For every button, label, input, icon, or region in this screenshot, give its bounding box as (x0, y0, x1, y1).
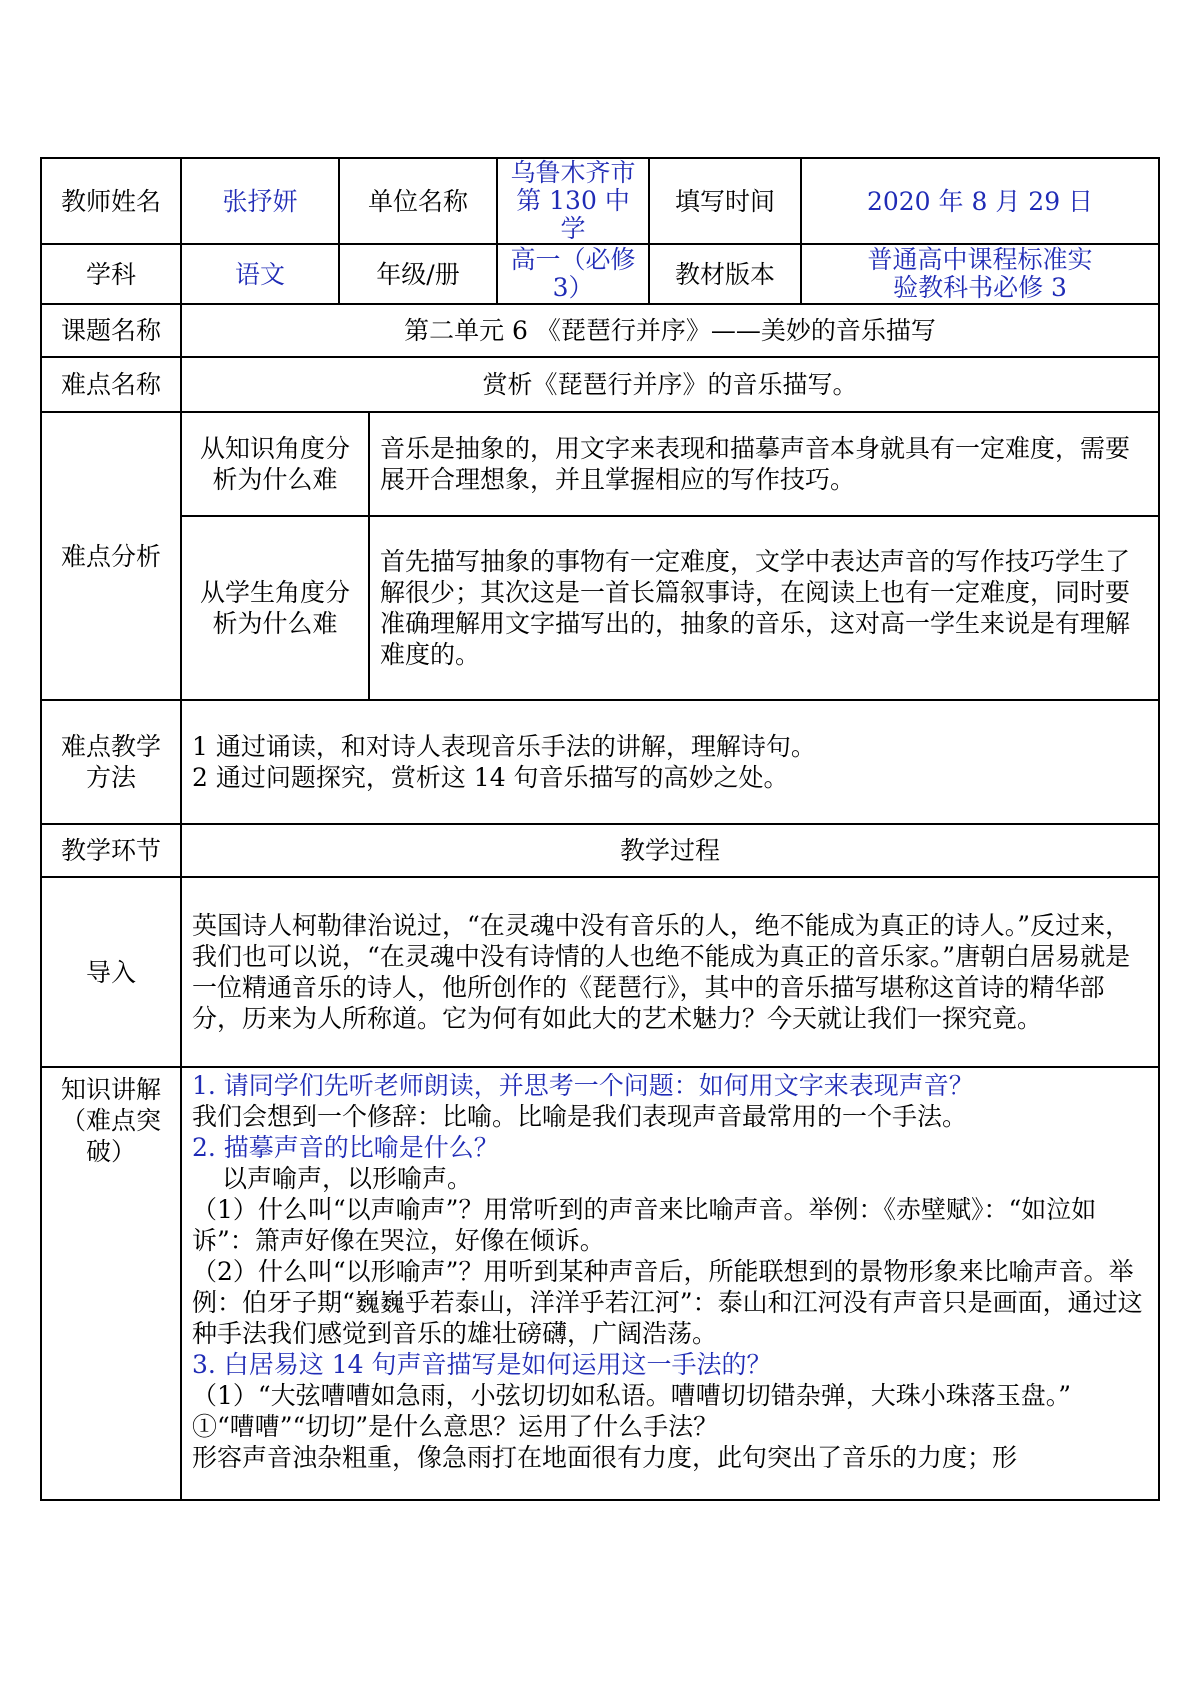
grade-label: 年级/册 (339, 244, 497, 304)
topic-label: 课题名称 (41, 304, 181, 357)
unit-name-line-2: 第 130 中学 (516, 186, 630, 243)
method-label-line-1: 难点教学 (60, 732, 161, 761)
knowledge-label-line-2: （难点突 (60, 1106, 161, 1135)
knowledge-angle-label (181, 412, 369, 516)
textbook-value-line-2: 验教科书必修 3 (893, 273, 1067, 302)
answer-1: 我们会想到一个修辞：比喻。比喻是我们表现声音最常用的一个手法。 (192, 1102, 968, 1131)
subject-label: 学科 (41, 244, 181, 304)
analysis-label: 难点分析 (41, 412, 181, 700)
teacher-name-label: 教师姓名 (41, 158, 181, 244)
sub-question-1: ①“嘈嘈”“切切”是什么意思？运用了什么手法？ (192, 1412, 719, 1441)
method-content (181, 700, 1159, 824)
topic-row (41, 304, 1159, 357)
question-1: 1. 请同学们先听老师朗读，并思考一个问题：如何用文字来表现声音？ (192, 1071, 974, 1100)
teacher-name-value: 张抒妍 (181, 158, 339, 244)
intro-label: 导入 (41, 877, 181, 1067)
poem-quote-1: （1）“大弦嘈嘈如急雨，小弦切切如私语。嘈嘈切切错杂弹，大珠小珠落玉盘。” (192, 1381, 1071, 1410)
question-3: 3. 白居易这 14 句声音描写是如何运用这一手法的？ (192, 1350, 772, 1379)
grade-value-line-1: 高一（必修 (510, 245, 636, 274)
knowledge-angle-line-1: 从知识角度分 (199, 434, 350, 463)
knowledge-angle-text: 音乐是抽象的，用文字来表现和描摹声音本身就具有一定难度，需要展开合理想象，并且掌握相应的写作技巧。 (369, 412, 1159, 516)
process-header-value: 教学过程 (181, 824, 1159, 877)
subject-value: 语文 (181, 244, 339, 304)
textbook-label: 教材版本 (649, 244, 801, 304)
student-angle-line-2: 析为什么难 (212, 609, 338, 638)
difficulty-row (41, 357, 1159, 412)
knowledge-label (41, 1067, 181, 1500)
process-stage-label: 教学环节 (41, 824, 181, 877)
analysis-student-row (41, 516, 1159, 700)
knowledge-angle-line-2: 析为什么难 (212, 465, 338, 494)
info-row-1 (41, 158, 1159, 244)
knowledge-content (181, 1067, 1159, 1500)
textbook-value (801, 244, 1159, 304)
intro-text: 英国诗人柯勒律治说过，“在灵魂中没有音乐的人，绝不能成为真正的诗人。”反过来，我们也可以说，“在灵魂中没有诗情的人也绝不能成为真正的音乐家。”唐朝白居易就是一位精通音乐的诗人，他所创作的《琵琶行》，其中的音乐描写堪称这首诗的精华部分，历来为人所称道。它为何有如此大的艺术魅力？今天就让我们一探究竟。 (181, 877, 1159, 1067)
method-label-line-2: 方法 (85, 763, 136, 792)
point-shape-to-sound: （2）什么叫“以形喻声”？用听到某种声音后，所能联想到的景物形象来比喻声音。举例：伯牙子期“巍巍乎若泰山，洋洋乎若江河”：泰山和江河没有声音只是画面，通过这种手法我们感觉到音乐的雄壮磅礴，广阔浩荡。 (192, 1257, 1143, 1348)
student-angle-line-1: 从学生角度分 (199, 578, 350, 607)
answer-2: 以声喻声，以形喻声。 (222, 1164, 473, 1193)
unit-name-value (497, 158, 649, 244)
knowledge-label-line-1: 知识讲解 (60, 1075, 161, 1104)
fill-date-label: 填写时间 (649, 158, 801, 244)
grade-value (497, 244, 649, 304)
method-line-1: 1 通过诵读，和对诗人表现音乐手法的讲解，理解诗句。 (192, 732, 816, 761)
fill-date-value: 2020 年 8 月 29 日 (801, 158, 1159, 244)
unit-name-label: 单位名称 (339, 158, 497, 244)
grade-value-line-2: 3） (552, 273, 594, 302)
intro-row (41, 877, 1159, 1067)
analysis-text-cut: 形容声音浊杂粗重，像急雨打在地面很有力度，此句突出了音乐的力度；形 (192, 1443, 1018, 1472)
point-sound-to-sound: （1）什么叫“以声喻声”？用常听到的声音来比喻声音。举例：《赤壁赋》：“如泣如诉”：箫声好像在哭泣，好像在倾诉。 (192, 1195, 1097, 1255)
student-angle-text: 首先描写抽象的事物有一定难度，文学中表达声音的写作技巧学生了解很少；其次这是一首长篇叙事诗，在阅读上也有一定难度，同时要准确理解用文字描写出的，抽象的音乐，这对高一学生来说是有理解难度的。 (369, 516, 1159, 700)
lesson-plan-table (40, 157, 1160, 1501)
textbook-value-line-1: 普通高中课程标准实 (867, 245, 1093, 274)
student-angle-label (181, 516, 369, 700)
info-row-2 (41, 244, 1159, 304)
analysis-knowledge-row (41, 412, 1159, 516)
question-2: 2. 描摹声音的比喻是什么？ (192, 1133, 499, 1162)
knowledge-label-line-3: 破） (85, 1137, 136, 1166)
method-line-2: 2 通过问题探究，赏析这 14 句音乐描写的高妙之处。 (192, 763, 789, 792)
difficulty-label: 难点名称 (41, 357, 181, 412)
process-header-row (41, 824, 1159, 877)
unit-name-line-1: 乌鲁木齐市 (510, 158, 636, 187)
method-row (41, 700, 1159, 824)
method-label (41, 700, 181, 824)
difficulty-value: 赏析《琵琶行并序》的音乐描写。 (181, 357, 1159, 412)
topic-value: 第二单元 6 《琵琶行并序》——美妙的音乐描写 (181, 304, 1159, 357)
knowledge-row (41, 1067, 1159, 1500)
